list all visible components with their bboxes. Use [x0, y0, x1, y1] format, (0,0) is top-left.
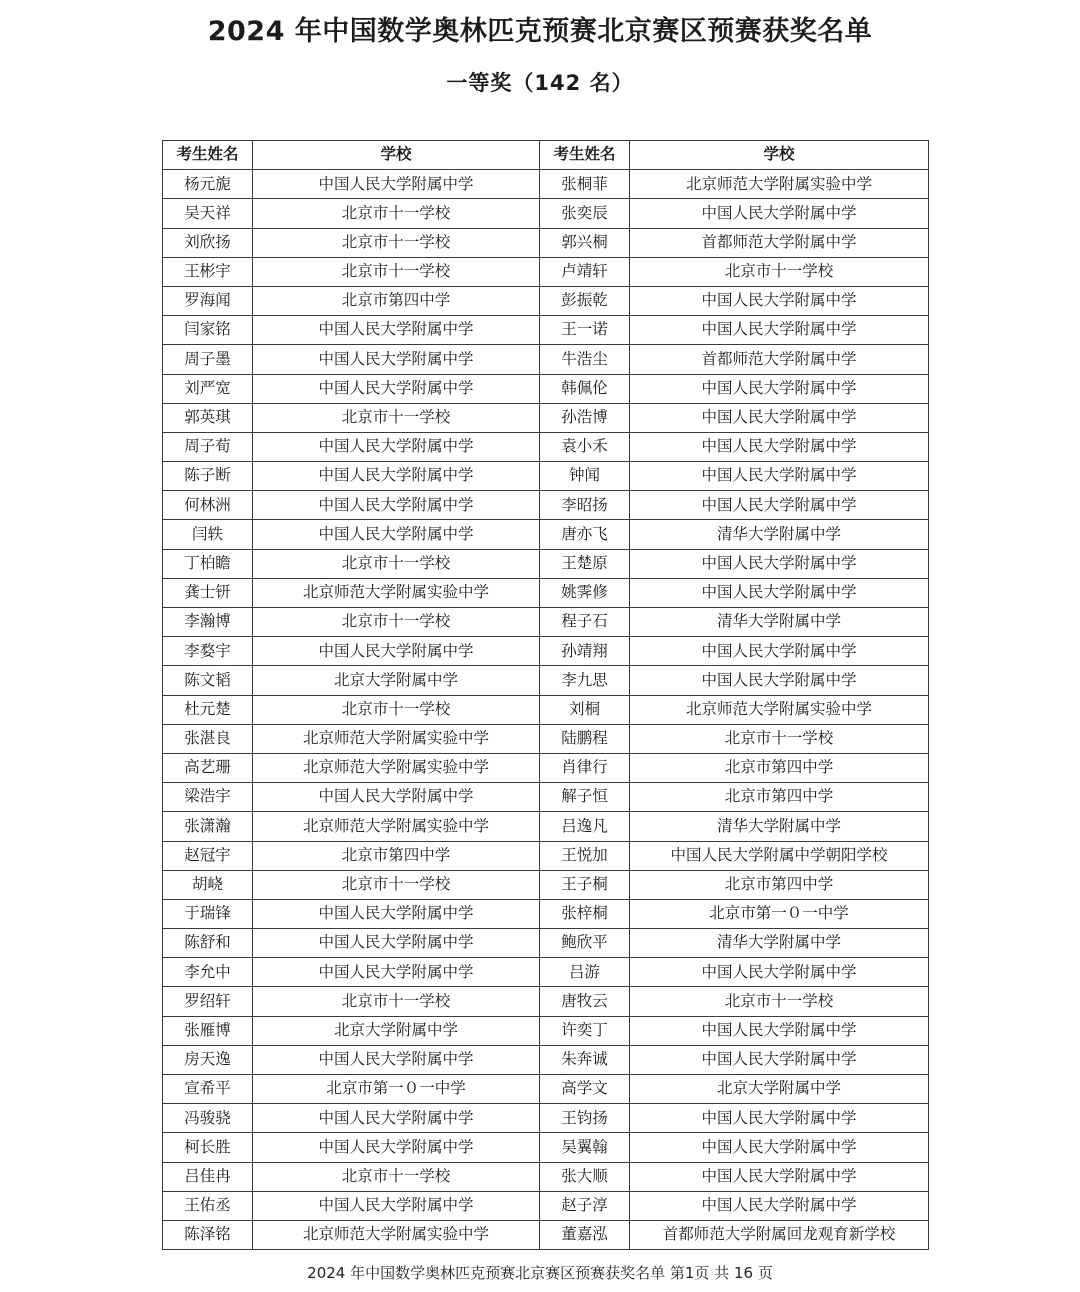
school-left: 北京市十一学校	[253, 257, 540, 286]
school-right: 北京市十一学校	[630, 257, 929, 286]
student-name-left: 李婺宇	[163, 637, 253, 666]
header-student-name-right: 考生姓名	[540, 141, 630, 170]
school-left: 北京师范大学附属实验中学	[253, 1220, 540, 1249]
school-right: 中国人民大学附属中学	[630, 1162, 929, 1191]
school-right: 中国人民大学附属中学	[630, 432, 929, 461]
award-level-subtitle: 一等奖（142 名）	[446, 71, 634, 95]
student-name-right: 鲍欣平	[540, 929, 630, 958]
school-right: 中国人民大学附属中学	[630, 286, 929, 315]
student-name-left: 何林洲	[163, 491, 253, 520]
school-right: 中国人民大学附属中学	[630, 666, 929, 695]
school-left: 北京师范大学附属实验中学	[253, 812, 540, 841]
student-name-left: 胡峣	[163, 870, 253, 899]
student-name-right: 朱奔诚	[540, 1045, 630, 1074]
student-name-left: 罗绍轩	[163, 987, 253, 1016]
school-left: 北京市十一学校	[253, 987, 540, 1016]
table-row	[163, 1045, 929, 1074]
school-left: 中国人民大学附属中学	[253, 1191, 540, 1220]
school-right: 中国人民大学附属中学	[630, 491, 929, 520]
school-right: 中国人民大学附属中学	[630, 637, 929, 666]
table-row	[163, 549, 929, 578]
student-name-right: 郭兴桐	[540, 228, 630, 257]
table-row	[163, 316, 929, 345]
student-name-left: 陈子断	[163, 462, 253, 491]
table-row	[163, 695, 929, 724]
school-left: 中国人民大学附属中学	[253, 432, 540, 461]
table-row	[163, 199, 929, 228]
school-left: 中国人民大学附属中学	[253, 899, 540, 928]
student-name-right: 孙靖翔	[540, 637, 630, 666]
school-right: 中国人民大学附属中学	[630, 462, 929, 491]
school-right: 清华大学附属中学	[630, 520, 929, 549]
student-name-left: 于瑞锋	[163, 899, 253, 928]
table-row	[163, 637, 929, 666]
student-name-right: 解子恒	[540, 783, 630, 812]
student-name-left: 龚士钘	[163, 578, 253, 607]
student-name-left: 周子荀	[163, 432, 253, 461]
student-name-right: 姚霁修	[540, 578, 630, 607]
school-right: 首都师范大学附属中学	[630, 228, 929, 257]
table-row	[163, 1162, 929, 1191]
table-row	[163, 432, 929, 461]
student-name-right: 张桐菲	[540, 170, 630, 199]
school-right: 中国人民大学附属中学	[630, 578, 929, 607]
table-row	[163, 345, 929, 374]
school-right: 中国人民大学附属中学	[630, 1191, 929, 1220]
student-name-left: 闫家铭	[163, 316, 253, 345]
table-row	[163, 987, 929, 1016]
student-name-right: 刘桐	[540, 695, 630, 724]
table-row	[163, 870, 929, 899]
student-name-left: 王佑丞	[163, 1191, 253, 1220]
school-right: 北京市第四中学	[630, 783, 929, 812]
school-right: 北京市十一学校	[630, 987, 929, 1016]
student-name-right: 吴翼翰	[540, 1133, 630, 1162]
student-name-right: 陆鹏程	[540, 724, 630, 753]
school-left: 北京市第四中学	[253, 286, 540, 315]
school-left: 中国人民大学附属中学	[253, 929, 540, 958]
student-name-left: 李允中	[163, 958, 253, 987]
student-name-left: 郭英琪	[163, 403, 253, 432]
school-left: 中国人民大学附属中学	[253, 1045, 540, 1074]
school-right: 清华大学附属中学	[630, 812, 929, 841]
school-left: 北京市十一学校	[253, 1162, 540, 1191]
student-name-right: 彭振乾	[540, 286, 630, 315]
table-row	[163, 1133, 929, 1162]
student-name-right: 吕游	[540, 958, 630, 987]
school-right: 北京师范大学附属实验中学	[630, 170, 929, 199]
school-right: 清华大学附属中学	[630, 929, 929, 958]
school-right: 中国人民大学附属中学	[630, 1016, 929, 1045]
student-name-left: 张湛良	[163, 724, 253, 753]
student-name-right: 韩佩伦	[540, 374, 630, 403]
student-name-right: 王一诺	[540, 316, 630, 345]
school-left: 北京师范大学附属实验中学	[253, 578, 540, 607]
header-student-name-left: 考生姓名	[163, 141, 253, 170]
student-name-right: 李九思	[540, 666, 630, 695]
school-left: 中国人民大学附属中学	[253, 345, 540, 374]
student-name-left: 闫轶	[163, 520, 253, 549]
table-row	[163, 520, 929, 549]
student-name-left: 李瀚博	[163, 608, 253, 637]
student-name-left: 宣希平	[163, 1075, 253, 1104]
school-left: 中国人民大学附属中学	[253, 462, 540, 491]
header-row	[163, 141, 929, 170]
school-left: 中国人民大学附属中学	[253, 958, 540, 987]
student-name-left: 陈舒和	[163, 929, 253, 958]
school-right: 中国人民大学附属中学	[630, 374, 929, 403]
student-name-left: 刘欣扬	[163, 228, 253, 257]
school-right: 北京市十一学校	[630, 724, 929, 753]
table-row	[163, 257, 929, 286]
student-name-left: 张潇瀚	[163, 812, 253, 841]
table-row	[163, 783, 929, 812]
table-row	[163, 228, 929, 257]
school-right: 中国人民大学附属中学	[630, 403, 929, 432]
student-name-left: 张雁博	[163, 1016, 253, 1045]
school-right: 北京市第一０一中学	[630, 899, 929, 928]
award-roster-table	[162, 140, 929, 1250]
table-body	[163, 170, 929, 1250]
student-name-right: 袁小禾	[540, 432, 630, 461]
table-row	[163, 608, 929, 637]
page-footer: 2024 年中国数学奥林匹克预赛北京赛区预赛获奖名单 第1页 共 16 页	[307, 1264, 773, 1282]
school-right: 中国人民大学附属中学	[630, 549, 929, 578]
table-row	[163, 491, 929, 520]
student-name-right: 李昭扬	[540, 491, 630, 520]
student-name-left: 刘严宽	[163, 374, 253, 403]
table-row	[163, 666, 929, 695]
table-row	[163, 958, 929, 987]
table-row	[163, 578, 929, 607]
school-right: 北京大学附属中学	[630, 1075, 929, 1104]
school-right: 北京师范大学附属实验中学	[630, 695, 929, 724]
student-name-right: 孙浩博	[540, 403, 630, 432]
school-left: 北京市十一学校	[253, 870, 540, 899]
school-right: 首都师范大学附属中学	[630, 345, 929, 374]
table-row	[163, 1075, 929, 1104]
school-right: 清华大学附属中学	[630, 608, 929, 637]
student-name-left: 陈泽铭	[163, 1220, 253, 1249]
table-row	[163, 841, 929, 870]
student-name-right: 高学文	[540, 1075, 630, 1104]
school-left: 中国人民大学附属中学	[253, 637, 540, 666]
table-row	[163, 1220, 929, 1249]
student-name-right: 董嘉泓	[540, 1220, 630, 1249]
school-left: 中国人民大学附属中学	[253, 170, 540, 199]
school-left: 中国人民大学附属中学	[253, 1133, 540, 1162]
school-left: 北京大学附属中学	[253, 666, 540, 695]
table-row	[163, 753, 929, 782]
table-row	[163, 1104, 929, 1133]
student-name-right: 钟闻	[540, 462, 630, 491]
student-name-left: 杜元楚	[163, 695, 253, 724]
table-row	[163, 899, 929, 928]
student-name-right: 王子桐	[540, 870, 630, 899]
school-right: 中国人民大学附属中学	[630, 1045, 929, 1074]
student-name-left: 陈文韬	[163, 666, 253, 695]
school-left: 北京市十一学校	[253, 403, 540, 432]
student-name-right: 张梓桐	[540, 899, 630, 928]
school-right: 首都师范大学附属回龙观育新学校	[630, 1220, 929, 1249]
table-row	[163, 170, 929, 199]
student-name-right: 肖律行	[540, 753, 630, 782]
school-left: 北京市第四中学	[253, 841, 540, 870]
table-row	[163, 1016, 929, 1045]
school-left: 中国人民大学附属中学	[253, 491, 540, 520]
school-left: 北京师范大学附属实验中学	[253, 753, 540, 782]
student-name-right: 张奕辰	[540, 199, 630, 228]
school-right: 北京市第四中学	[630, 870, 929, 899]
school-left: 北京大学附属中学	[253, 1016, 540, 1045]
school-right: 中国人民大学附属中学	[630, 1104, 929, 1133]
student-name-right: 唐牧云	[540, 987, 630, 1016]
table-header	[163, 141, 929, 170]
student-name-left: 罗海闻	[163, 286, 253, 315]
student-name-right: 程子石	[540, 608, 630, 637]
school-left: 北京市十一学校	[253, 199, 540, 228]
student-name-left: 丁柏瞻	[163, 549, 253, 578]
student-name-right: 王悦加	[540, 841, 630, 870]
school-right: 中国人民大学附属中学	[630, 1133, 929, 1162]
student-name-left: 王彬宇	[163, 257, 253, 286]
table-row	[163, 403, 929, 432]
school-left: 北京师范大学附属实验中学	[253, 724, 540, 753]
school-left: 中国人民大学附属中学	[253, 374, 540, 403]
table-row	[163, 929, 929, 958]
student-name-left: 梁浩宇	[163, 783, 253, 812]
student-name-left: 柯长胜	[163, 1133, 253, 1162]
student-name-right: 牛浩尘	[540, 345, 630, 374]
school-left: 中国人民大学附属中学	[253, 316, 540, 345]
school-right: 中国人民大学附属中学	[630, 958, 929, 987]
school-left: 中国人民大学附属中学	[253, 520, 540, 549]
school-left: 北京市十一学校	[253, 549, 540, 578]
student-name-left: 冯骏骁	[163, 1104, 253, 1133]
table-row	[163, 286, 929, 315]
header-school-right: 学校	[630, 141, 929, 170]
school-left: 中国人民大学附属中学	[253, 783, 540, 812]
school-right: 中国人民大学附属中学	[630, 316, 929, 345]
student-name-left: 杨元旎	[163, 170, 253, 199]
header-school-left: 学校	[253, 141, 540, 170]
student-name-right: 赵子淳	[540, 1191, 630, 1220]
school-right: 中国人民大学附属中学朝阳学校	[630, 841, 929, 870]
school-left: 北京市十一学校	[253, 608, 540, 637]
student-name-left: 房天逸	[163, 1045, 253, 1074]
student-name-right: 唐亦飞	[540, 520, 630, 549]
student-name-left: 周子墨	[163, 345, 253, 374]
table-row	[163, 812, 929, 841]
school-left: 北京市十一学校	[253, 228, 540, 257]
table-row	[163, 374, 929, 403]
student-name-left: 吕佳冉	[163, 1162, 253, 1191]
student-name-left: 高艺珊	[163, 753, 253, 782]
student-name-right: 王楚原	[540, 549, 630, 578]
school-right: 中国人民大学附属中学	[630, 199, 929, 228]
student-name-right: 卢靖轩	[540, 257, 630, 286]
school-left: 中国人民大学附属中学	[253, 1104, 540, 1133]
student-name-right: 王钧扬	[540, 1104, 630, 1133]
document-title: 2024 年中国数学奥林匹克预赛北京赛区预赛获奖名单	[207, 16, 873, 47]
student-name-left: 赵冠宇	[163, 841, 253, 870]
table-row	[163, 1191, 929, 1220]
student-name-left: 吴天祥	[163, 199, 253, 228]
table-row	[163, 462, 929, 491]
school-left: 北京市第一０一中学	[253, 1075, 540, 1104]
student-name-right: 吕逸凡	[540, 812, 630, 841]
table-row	[163, 724, 929, 753]
student-name-right: 许奕丁	[540, 1016, 630, 1045]
student-name-right: 张大顺	[540, 1162, 630, 1191]
school-right: 北京市第四中学	[630, 753, 929, 782]
school-left: 北京市十一学校	[253, 695, 540, 724]
